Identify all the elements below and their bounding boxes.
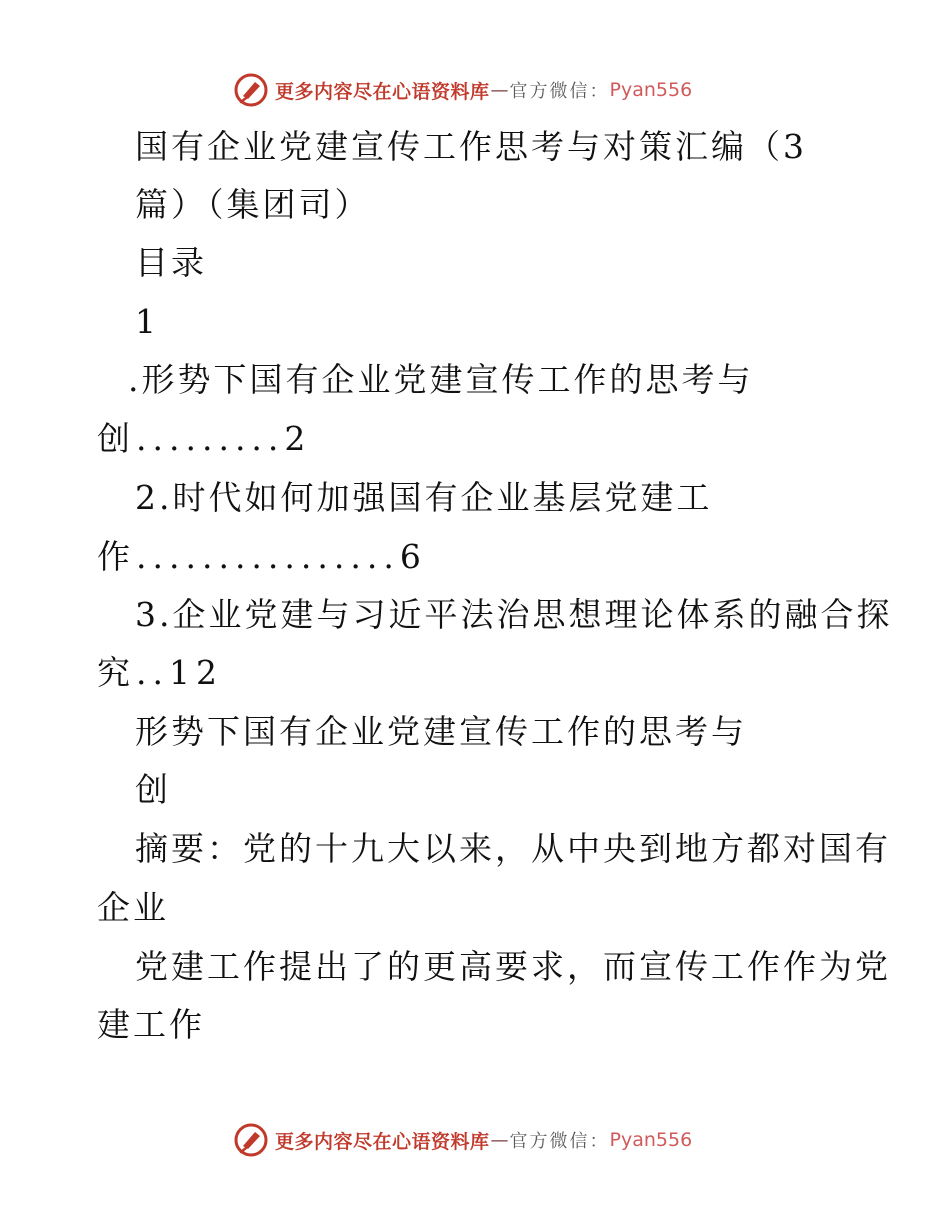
wechat-label: 官方微信： [509,81,610,102]
article-title-line-2: 创 [135,770,171,809]
watermark-text: 更多内容尽在心语资料库 [275,80,490,103]
toc-item-3-title: 3.企业党建与习近平法治思想理论体系的融合探 [135,595,893,634]
toc-item-3-page: 究..12 [97,653,223,692]
wechat-id: Pyan556 [609,1129,693,1151]
toc-item-2-page: 作................6 [97,537,427,576]
wechat-label: 官方微信： [509,1131,610,1152]
abstract-line-3: 党建工作提出了的更高要求，而宣传工作作为党 [135,947,891,986]
article-title-line-1: 形势下国有企业党建宣传工作的思考与 [135,712,747,751]
toc-item-1-page: 创.........2 [97,419,312,458]
watermark-banner-top [233,70,733,110]
watermark-dash: — [490,1129,509,1151]
toc-heading: 目录 [135,243,207,282]
watermark-dash: — [490,79,509,101]
document-title-line-2: 篇）（集团司） [135,185,371,224]
watermark-text: 更多内容尽在心语资料库 [275,1130,490,1153]
pen-nib-logo-icon [233,1122,269,1158]
watermark-banner-bottom [233,1120,733,1160]
toc-item-1-number: 1 [135,302,159,341]
abstract-line-2: 企业 [97,888,169,927]
abstract-line-4: 建工作 [97,1005,205,1044]
pen-nib-logo-icon [233,72,269,108]
abstract-line-1: 摘要：党的十九大以来，从中央到地方都对国有 [135,829,891,868]
wechat-id: Pyan556 [609,79,693,101]
toc-item-1-title: .形势下国有企业党建宣传工作的思考与 [128,360,754,399]
document-title-line-1: 国有企业党建宣传工作思考与对策汇编（3 [135,127,807,166]
toc-item-2-title: 2.时代如何加强国有企业基层党建工 [135,478,713,517]
